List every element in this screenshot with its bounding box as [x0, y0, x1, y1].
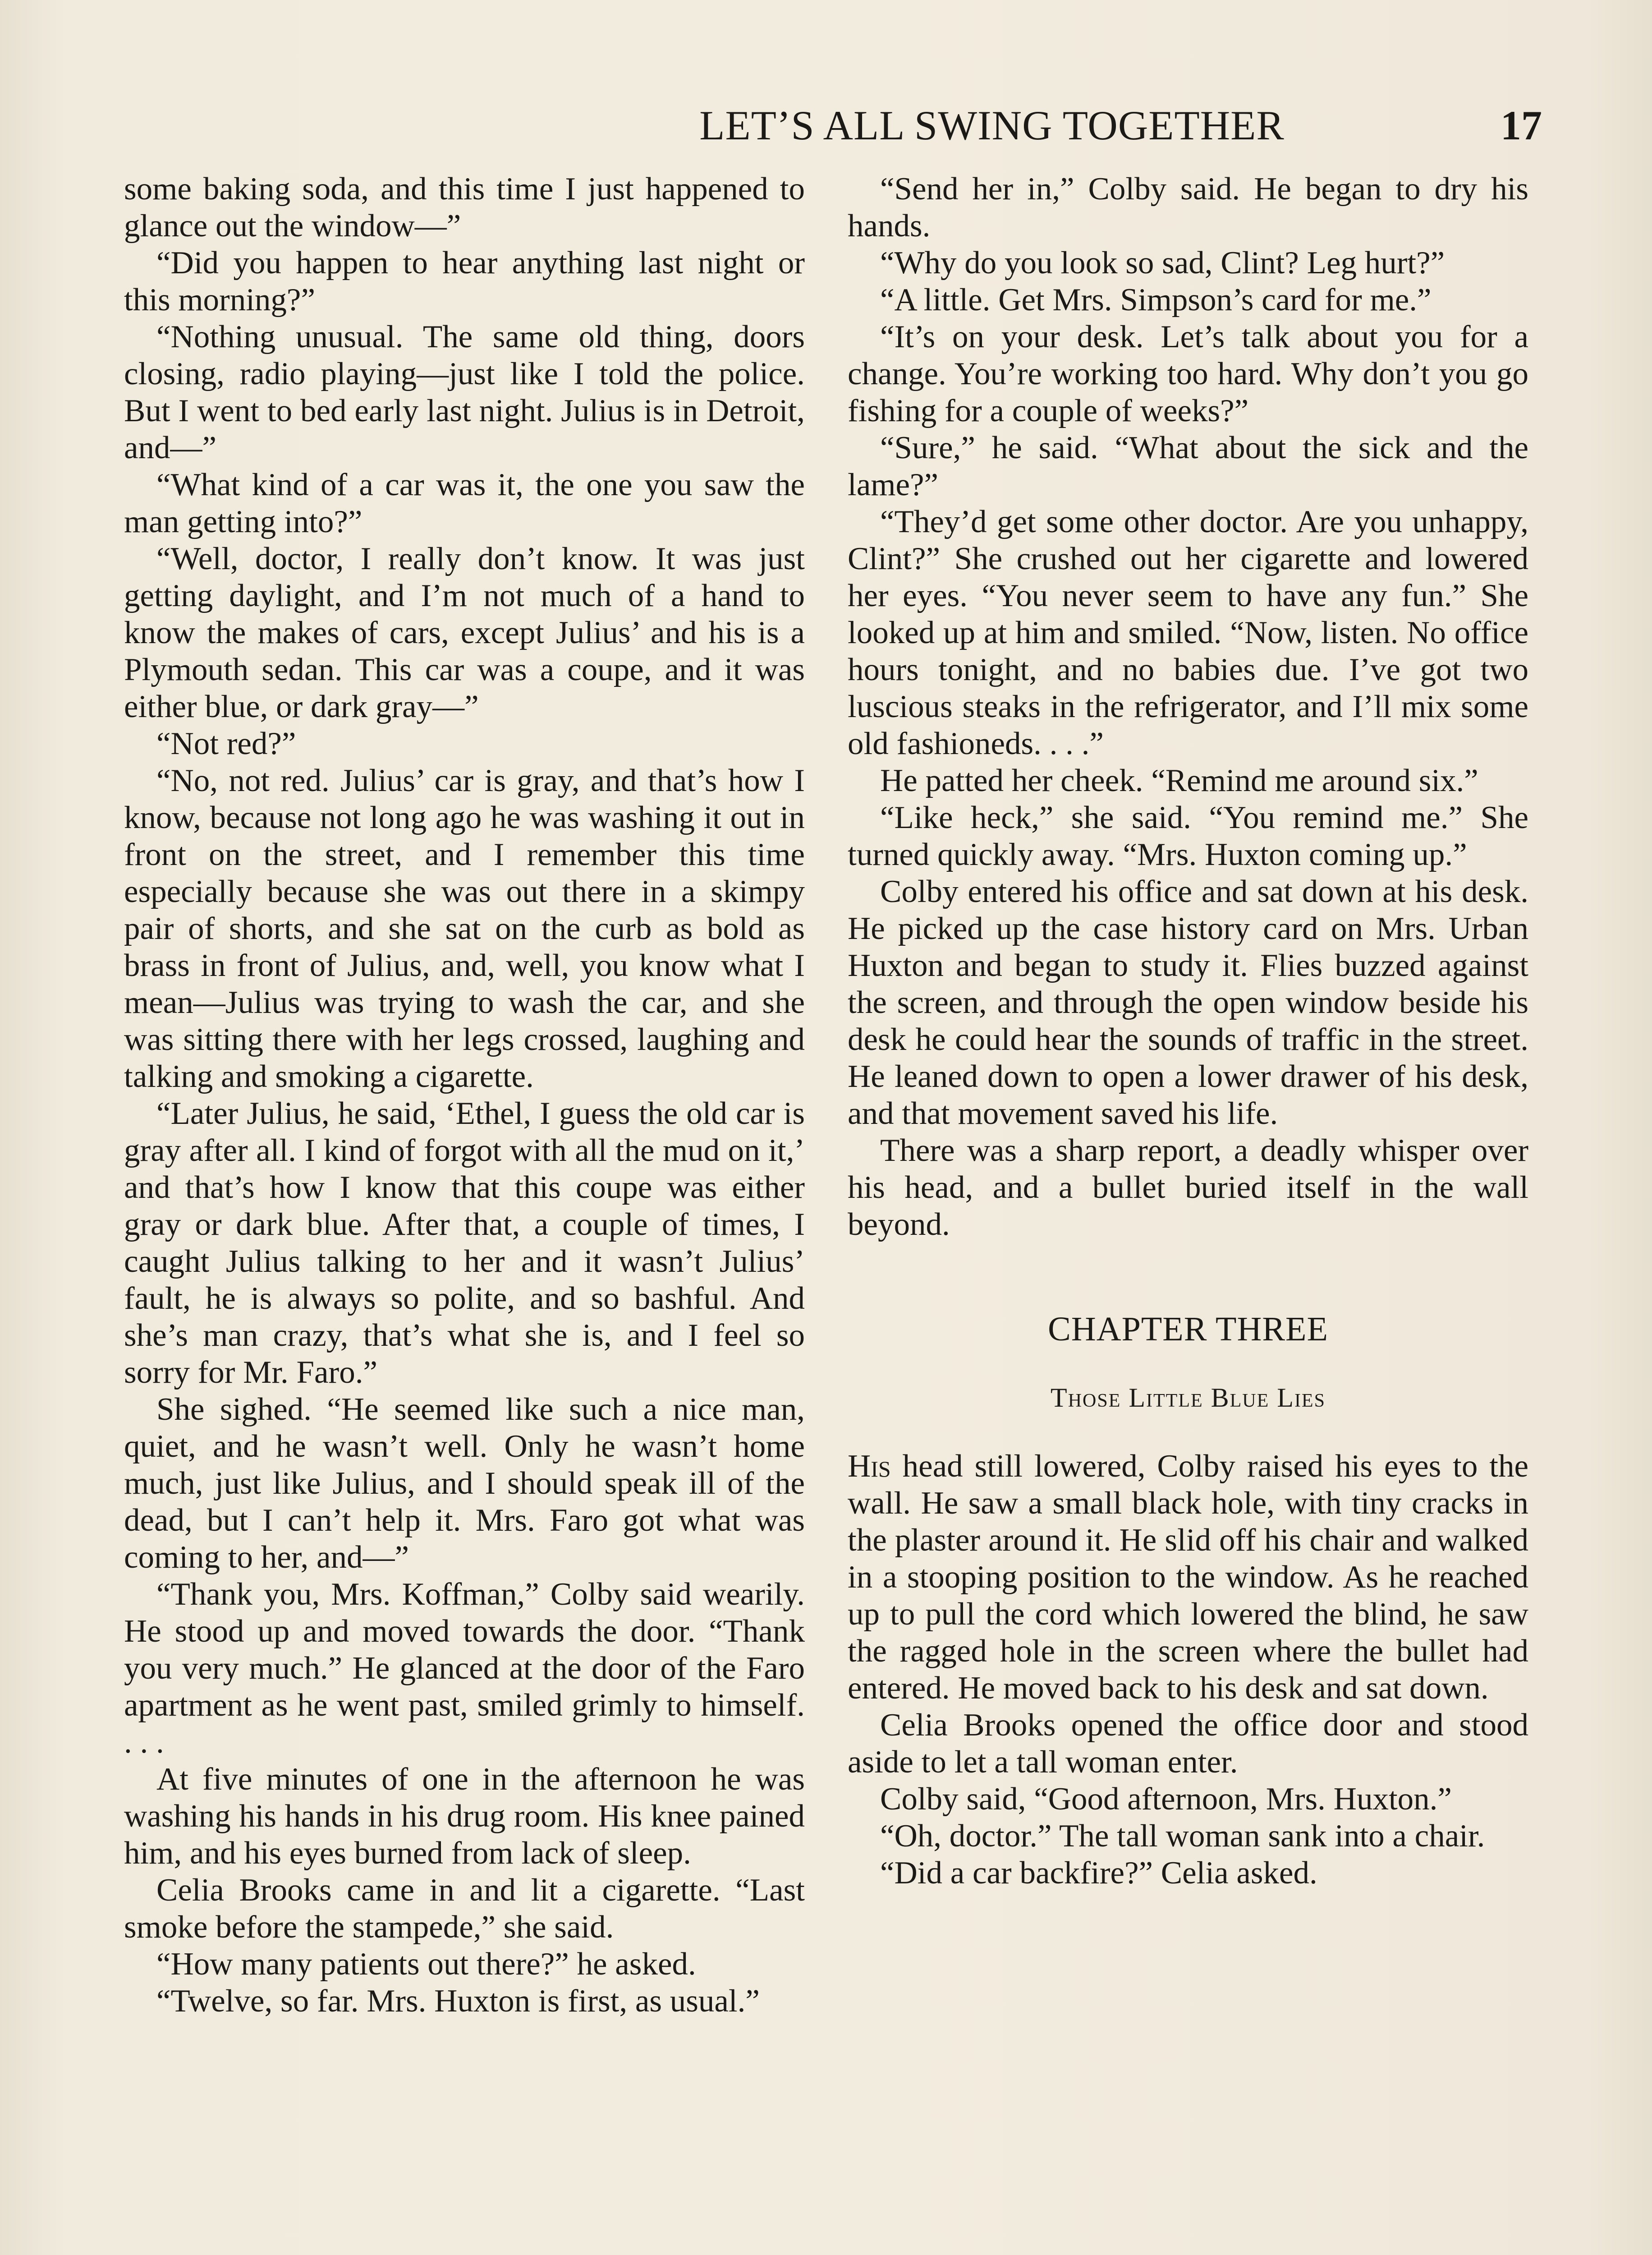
- paragraph: “A little. Get Mrs. Simpson’s card for me.”: [880, 282, 1432, 318]
- paragraph: “What kind of a car was it, the one you saw the man getting into?”: [124, 467, 805, 539]
- paragraph: “How many patients out there?” he asked.: [156, 1947, 696, 1982]
- lead-word: His: [848, 1449, 891, 1484]
- paragraph: Celia Brooks opened the office door and stood aside to let a tall woman enter.: [848, 1707, 1528, 1780]
- paragraph: There was a sharp report, a deadly whisper over his head, and a bullet buried itself in the wall beyond.: [848, 1133, 1528, 1242]
- paragraph: She sighed. “He seemed like such a nice man, quiet, and he wasn’t well. Only he wasn’t home much, just like Julius, and I should speak ill of the dead, but I can’t help it. Mrs. Faro got what was coming to her, and—”: [124, 1392, 805, 1575]
- paragraph: Celia Brooks came in and lit a cigarette. “Last smoke before the stampede,” she said.: [124, 1873, 805, 1945]
- paragraph: “Not red?”: [156, 726, 296, 761]
- page-number: 17: [1501, 102, 1542, 148]
- paragraph: “Why do you look so sad, Clint? Leg hurt?”: [880, 245, 1445, 281]
- paragraph: “It’s on your desk. Let’s talk about you for a change. You’re working too hard. Why don’t you go fishing for a couple of weeks?”: [848, 319, 1528, 428]
- paragraph: At five minutes of one in the afternoon he was washing his hands in his drug room. His knee pained him, and his eyes burned from lack of sleep.: [124, 1762, 805, 1871]
- paragraph: “Oh, doctor.” The tall woman sank into a chair.: [880, 1818, 1485, 1854]
- paragraph: “Like heck,” she said. “You remind me.” She turned quickly away. “Mrs. Huxton coming up.”: [848, 800, 1528, 872]
- paragraph-text: head still lowered, Colby raised his eyes to the wall. He saw a small black hole, with tiny cracks in the plaster around it. He slid off his chair and walked in a stooping position to the window. As he reached up to pull the cord which lowered the blind, he saw the ragged hole in the screen where the bullet had entered. He moved back to his desk and sat down.: [848, 1449, 1528, 1706]
- paragraph: “No, not red. Julius’ car is gray, and that’s how I know, because not long ago he was washing it out in front on the street, and I remember this time especially because she was out there in a skimpy pair of shorts, and she sat on the curb as bold as brass in front of Julius, and, well, you know what I mean—Julius was trying to wash the car, and she was sitting there with her legs crossed, laughing and talking and smoking a cigarette.: [124, 763, 805, 1094]
- paragraph: “They’d get some other doctor. Are you unhappy, Clint?” She crushed out her cigarette and lowered her eyes. “You never seem to have any fun.” She looked up at him and smiled. “Now, listen. No office hours tonight, and no babies due. I’ve got two luscious steaks in the refrigerator, and I’ll mix some old fashioneds. . . .”: [848, 504, 1528, 761]
- paragraph: some baking soda, and this time I just happened to glance out the window—”: [124, 171, 805, 244]
- paragraph: “Did a car backfire?” Celia asked.: [880, 1855, 1317, 1891]
- paragraph: Colby entered his office and sat down at his desk. He picked up the case history card on Mrs. Urban Huxton and began to study it. Flies buzzed against the screen, and through the open window beside his desk he could hear the sounds of traffic in the street. He leaned down to open a lower drawer of his desk, and that movement saved his life.: [848, 874, 1528, 1131]
- paragraph: “Thank you, Mrs. Koffman,” Colby said wearily. He stood up and moved towards the door. “Thank you very much.” He glanced at the door of the Faro apartment as he went past, smiled grimly to himself. . . .: [124, 1577, 805, 1760]
- running-header: LET’S ALL SWING TOGETHER: [699, 102, 1285, 148]
- paragraph: “Twelve, so far. Mrs. Huxton is first, as usual.”: [156, 1983, 760, 2019]
- paragraph: “Nothing unusual. The same old thing, doors closing, radio playing—just like I told the police. But I went to bed early last night. Julius is in Detroit, and—”: [124, 319, 805, 465]
- paragraph: “Well, doctor, I really don’t know. It was just getting daylight, and I’m not much of a hand to know the makes of cars, except Julius’ and his is a Plymouth sedan. This car was a coupe, and it was either blue, or dark gray—”: [124, 541, 805, 724]
- left-column: [124, 170, 805, 2020]
- right-column: [848, 170, 1528, 1891]
- chapter-subtitle: Those Little Blue Lies: [1051, 1383, 1326, 1413]
- paragraph: “Send her in,” Colby said. He began to dry his hands.: [848, 171, 1528, 244]
- chapter-opening-paragraph: [848, 1448, 1528, 1707]
- paragraph: Colby said, “Good afternoon, Mrs. Huxton.”: [880, 1781, 1452, 1817]
- paragraph: “Later Julius, he said, ‘Ethel, I guess the old car is gray after all. I kind of forgot with all the mud on it,’ and that’s how I know that this coupe was either gray or dark blue. After that, a couple of times, I caught Julius talking to her and it wasn’t Julius’ fault, he is always so polite, and so bashful. And she’s man crazy, that’s what she is, and I feel so sorry for Mr. Faro.”: [124, 1096, 805, 1390]
- paragraph: “Did you happen to hear anything last night or this morning?”: [124, 245, 805, 318]
- paragraph: He patted her cheek. “Remind me around six.”: [880, 763, 1478, 798]
- chapter-title: CHAPTER THREE: [1048, 1310, 1328, 1348]
- paragraph: “Sure,” he said. “What about the sick and the lame?”: [848, 430, 1528, 502]
